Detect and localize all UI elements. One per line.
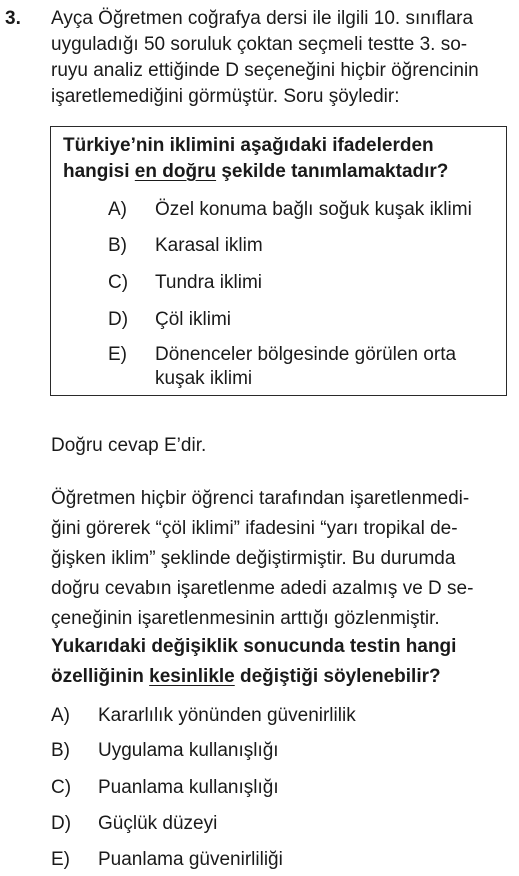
inner-question-post: şekilde tanımlamaktadır?	[216, 161, 449, 182]
option-text: Karasal iklim	[155, 235, 263, 256]
option-letter: D)	[51, 813, 72, 834]
option-text: Özel konuma bağlı soğuk kuşak iklimi	[155, 199, 472, 220]
option-text: Dönenceler bölgesinde görülen orta	[155, 344, 457, 365]
main-question-line	[51, 662, 513, 692]
question-number: 3.	[5, 8, 21, 29]
explanation-paragraph	[51, 484, 513, 634]
main-question-line: Yukarıdaki değişiklik sonucunda testin hangi	[51, 636, 457, 657]
paragraph-line: doğru cevabın işaretlenme adedi azalmış ve D se-	[51, 578, 474, 599]
option-text: Uygulama kullanışlığı	[98, 740, 279, 761]
paragraph-line: ğişken iklim” şeklinde değiştirmiştir. Bu durumda	[51, 548, 456, 569]
inner-question-underlined: en doğru	[134, 161, 217, 182]
main-question-underlined: kesinlikle	[149, 666, 235, 687]
option-letter: B)	[51, 740, 70, 761]
inner-question-line	[63, 159, 495, 185]
question-stem	[51, 6, 513, 110]
option-text: Güçlük düzeyi	[98, 813, 218, 834]
stem-line: uyguladığı 50 soruluk çoktan seçmeli testte 3. so-	[51, 34, 468, 55]
option-letter: E)	[51, 849, 70, 870]
inner-question-text	[63, 133, 495, 185]
stem-line: ruyu analiz ettiğinde D seçeneğini hiçbir öğrencinin	[51, 60, 479, 81]
option-letter: D)	[108, 309, 129, 330]
option-text: Puanlama güvenirliliği	[98, 849, 283, 870]
option-text: Kararlılık yönünden güvenirlilik	[98, 705, 356, 726]
paragraph-line: çeneğinin işaretlenmesinin arttığı gözlenmiştir.	[51, 608, 440, 629]
paragraph-line: Öğretmen hiçbir öğrenci tarafından işaretlenmedi-	[51, 488, 470, 509]
option-letter: E)	[108, 344, 127, 365]
main-question	[51, 632, 513, 692]
inner-question-line: Türkiye’nin iklimini aşağıdaki ifadelerden	[63, 135, 434, 156]
inner-question-pre: hangisi	[63, 161, 135, 182]
option-text: Tundra iklimi	[155, 272, 262, 293]
correct-answer-text: Doğru cevap E’dir.	[51, 435, 207, 456]
option-text: Çöl iklimi	[155, 309, 231, 330]
stem-line: işaretlemediğini görmüştür. Soru şöyledir:	[51, 86, 400, 107]
option-letter: C)	[51, 777, 72, 798]
inner-question-box	[50, 126, 507, 396]
option-letter: C)	[108, 272, 129, 293]
stem-line: Ayça Öğretmen coğrafya dersi ile ilgili 10. sınıflara	[51, 8, 474, 29]
option-text-continued: kuşak iklimi	[155, 368, 253, 389]
option-letter: A)	[108, 199, 127, 220]
main-question-pre: özelliğinin	[51, 666, 150, 687]
option-text: Puanlama kullanışlığı	[98, 777, 279, 798]
paragraph-line: ğini görerek “çöl iklimi” ifadesini “yarı tropikal de-	[51, 518, 458, 539]
option-letter: A)	[51, 705, 70, 726]
main-question-post: değiştiği söylenebilir?	[234, 666, 441, 687]
option-letter: B)	[108, 235, 127, 256]
